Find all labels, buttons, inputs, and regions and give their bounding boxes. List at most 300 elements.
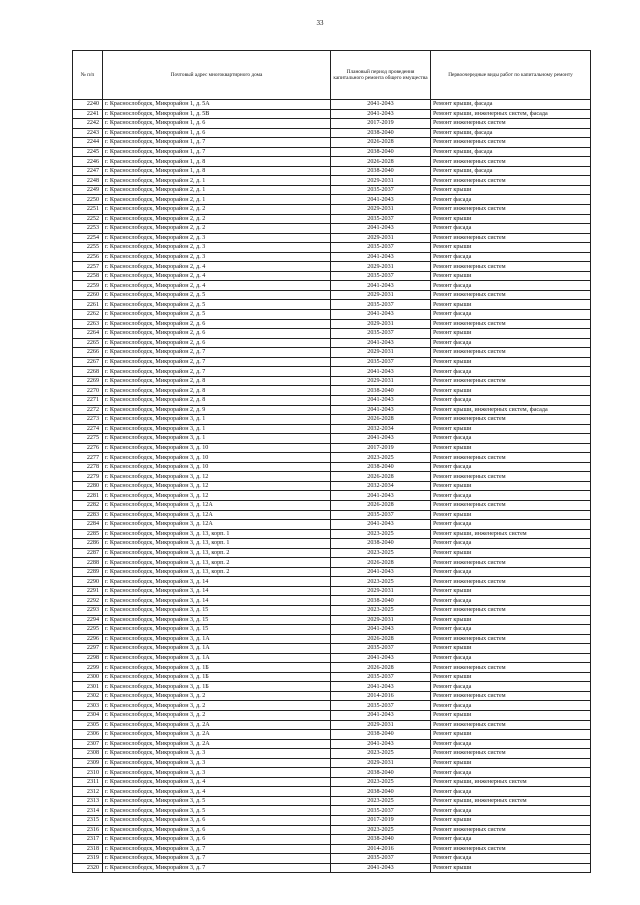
table-row [73,386,591,396]
table-row [73,415,591,425]
row-number: 2252 [73,214,103,224]
row-address: г. Краснослободск, Микрорайон 3, д. 12А [103,510,331,520]
row-works: Ремонт крыши, фасада [431,147,591,157]
row-number: 2256 [73,252,103,262]
row-address: г. Краснослободск, Микрорайон 3, д. 12 [103,491,331,501]
row-period: 2038-2040 [331,730,431,740]
row-number: 2288 [73,558,103,568]
table-row [73,539,591,549]
row-works: Ремонт крыши [431,711,591,721]
row-period: 2029-2031 [331,176,431,186]
row-number: 2296 [73,634,103,644]
row-address: г. Краснослободск, Микрорайон 3, д. 1А [103,634,331,644]
row-address: г. Краснослободск, Микрорайон 3, д. 2 [103,691,331,701]
row-period: 2026-2028 [331,472,431,482]
row-period: 2029-2031 [331,720,431,730]
row-works: Ремонт крыши, фасада [431,166,591,176]
row-number: 2313 [73,796,103,806]
row-period: 2041-2043 [331,281,431,291]
row-address: г. Краснослободск, Микрорайон 2, д. 8 [103,376,331,386]
row-period: 2023-2025 [331,548,431,558]
table-row [73,214,591,224]
row-number: 2302 [73,691,103,701]
row-address: г. Краснослободск, Микрорайон 2, д. 5 [103,290,331,300]
row-works: Ремонт инженерных систем [431,720,591,730]
row-number: 2309 [73,758,103,768]
row-number: 2311 [73,777,103,787]
row-address: г. Краснослободск, Микрорайон 2, д. 8 [103,395,331,405]
row-number: 2263 [73,319,103,329]
row-period: 2041-2043 [331,567,431,577]
row-number: 2299 [73,663,103,673]
row-address: г. Краснослободск, Микрорайон 1, д. 6 [103,119,331,129]
row-address: г. Краснослободск, Микрорайон 3, д. 4 [103,777,331,787]
row-period: 2041-2043 [331,491,431,501]
row-period: 2032-2034 [331,424,431,434]
row-works: Ремонт инженерных систем [431,138,591,148]
table-row [73,205,591,215]
row-number: 2274 [73,424,103,434]
row-period: 2041-2043 [331,405,431,415]
row-number: 2307 [73,739,103,749]
table-row [73,634,591,644]
row-period: 2029-2031 [331,758,431,768]
row-address: г. Краснослободск, Микрорайон 3, д. 12А [103,520,331,530]
row-address: г. Краснослободск, Микрорайон 3, д. 10 [103,462,331,472]
header-num: № п/п [73,51,103,100]
row-works: Ремонт инженерных систем [431,605,591,615]
row-number: 2245 [73,147,103,157]
row-number: 2242 [73,119,103,129]
row-works: Ремонт крыши [431,816,591,826]
row-works: Ремонт инженерных систем [431,376,591,386]
row-works: Ремонт фасада [431,252,591,262]
row-period: 2026-2028 [331,558,431,568]
row-address: г. Краснослободск, Микрорайон 3, д. 14 [103,577,331,587]
row-address: г. Краснослободск, Микрорайон 3, д. 13, корп. 2 [103,567,331,577]
row-period: 2023-2025 [331,825,431,835]
row-period: 2023-2025 [331,453,431,463]
table-row [73,520,591,530]
row-address: г. Краснослободск, Микрорайон 2, д. 7 [103,367,331,377]
row-period: 2041-2043 [331,682,431,692]
row-number: 2268 [73,367,103,377]
table-row [73,472,591,482]
row-number: 2291 [73,586,103,596]
table-row [73,806,591,816]
row-works: Ремонт инженерных систем [431,119,591,129]
row-works: Ремонт фасада [431,434,591,444]
row-works: Ремонт крыши [431,730,591,740]
row-period: 2035-2037 [331,854,431,864]
row-address: г. Краснослободск, Микрорайон 2, д. 9 [103,405,331,415]
table-row [73,701,591,711]
row-works: Ремонт фасада [431,224,591,234]
row-period: 2038-2040 [331,596,431,606]
row-works: Ремонт крыши [431,615,591,625]
table-row [73,749,591,759]
row-works: Ремонт инженерных систем [431,691,591,701]
table-row [73,768,591,778]
row-address: г. Краснослободск, Микрорайон 3, д. 6 [103,835,331,845]
table-row [73,166,591,176]
row-works: Ремонт крыши [431,481,591,491]
row-number: 2300 [73,672,103,682]
table-row [73,653,591,663]
row-address: г. Краснослободск, Микрорайон 3, д. 1 [103,415,331,425]
row-works: Ремонт инженерных систем [431,233,591,243]
row-number: 2303 [73,701,103,711]
row-address: г. Краснослободск, Микрорайон 1, д. 5В [103,109,331,119]
row-address: г. Краснослободск, Микрорайон 2, д. 6 [103,329,331,339]
row-address: г. Краснослободск, Микрорайон 3, д. 2 [103,701,331,711]
row-number: 2279 [73,472,103,482]
row-number: 2277 [73,453,103,463]
row-address: г. Краснослободск, Микрорайон 3, д. 1 [103,434,331,444]
row-period: 2026-2028 [331,415,431,425]
table-row [73,176,591,186]
row-period: 2041-2043 [331,739,431,749]
row-works: Ремонт инженерных систем [431,415,591,425]
row-works: Ремонт фасада [431,281,591,291]
row-period: 2023-2025 [331,749,431,759]
row-address: г. Краснослободск, Микрорайон 3, д. 1 [103,424,331,434]
row-number: 2289 [73,567,103,577]
row-address: г. Краснослободск, Микрорайон 3, д. 12А [103,500,331,510]
row-works: Ремонт крыши [431,863,591,873]
row-works: Ремонт крыши, инженерных систем [431,796,591,806]
table-row [73,739,591,749]
row-number: 2260 [73,290,103,300]
row-address: г. Краснослободск, Микрорайон 3, д. 3 [103,768,331,778]
row-address: г. Краснослободск, Микрорайон 3, д. 5 [103,796,331,806]
header-period: Плановый период проведения капитального ремонта общего имущества [331,51,431,100]
table-row [73,682,591,692]
row-works: Ремонт крыши, инженерных систем [431,529,591,539]
row-number: 2298 [73,653,103,663]
row-period: 2026-2028 [331,663,431,673]
row-period: 2041-2043 [331,195,431,205]
row-works: Ремонт фасада [431,520,591,530]
table-row [73,758,591,768]
row-period: 2041-2043 [331,625,431,635]
table-row [73,529,591,539]
row-number: 2320 [73,863,103,873]
row-period: 2026-2028 [331,500,431,510]
row-works: Ремонт фасада [431,787,591,797]
row-address: г. Краснослободск, Микрорайон 3, д. 2А [103,720,331,730]
row-address: г. Краснослободск, Микрорайон 2, д. 3 [103,233,331,243]
row-works: Ремонт фасада [431,539,591,549]
row-number: 2282 [73,500,103,510]
row-number: 2253 [73,224,103,234]
row-period: 2026-2028 [331,634,431,644]
table-row [73,434,591,444]
row-period: 2035-2037 [331,271,431,281]
row-number: 2316 [73,825,103,835]
table-row [73,243,591,253]
row-number: 2317 [73,835,103,845]
row-works: Ремонт инженерных систем [431,844,591,854]
row-number: 2248 [73,176,103,186]
table-row [73,863,591,873]
table-row [73,462,591,472]
row-works: Ремонт фасада [431,195,591,205]
table-row [73,596,591,606]
table-row [73,691,591,701]
row-number: 2314 [73,806,103,816]
row-address: г. Краснослободск, Микрорайон 3, д. 6 [103,825,331,835]
row-number: 2244 [73,138,103,148]
row-address: г. Краснослободск, Микрорайон 3, д. 15 [103,625,331,635]
row-period: 2038-2040 [331,128,431,138]
row-period: 2035-2037 [331,644,431,654]
row-address: г. Краснослободск, Микрорайон 3, д. 3 [103,749,331,759]
table-row [73,844,591,854]
row-address: г. Краснослободск, Микрорайон 3, д. 7 [103,863,331,873]
row-works: Ремонт крыши, инженерных систем, фасада [431,405,591,415]
table-row [73,395,591,405]
row-number: 2261 [73,300,103,310]
capital-repair-table [72,50,591,873]
row-address: г. Краснослободск, Микрорайон 1, д. 7 [103,147,331,157]
row-works: Ремонт инженерных систем [431,500,591,510]
row-period: 2038-2040 [331,386,431,396]
row-address: г. Краснослободск, Микрорайон 2, д. 2 [103,205,331,215]
row-address: г. Краснослободск, Микрорайон 2, д. 4 [103,281,331,291]
row-period: 2038-2040 [331,787,431,797]
row-number: 2295 [73,625,103,635]
row-address: г. Краснослободск, Микрорайон 1, д. 8 [103,157,331,167]
row-works: Ремонт инженерных систем [431,262,591,272]
row-number: 2319 [73,854,103,864]
row-number: 2280 [73,481,103,491]
row-address: г. Краснослободск, Микрорайон 3, д. 5 [103,806,331,816]
row-address: г. Краснослободск, Микрорайон 3, д. 12 [103,481,331,491]
row-number: 2250 [73,195,103,205]
row-address: г. Краснослободск, Микрорайон 2, д. 1 [103,195,331,205]
row-address: г. Краснослободск, Микрорайон 2, д. 7 [103,348,331,358]
row-works: Ремонт крыши, инженерных систем, фасада [431,109,591,119]
row-works: Ремонт инженерных систем [431,749,591,759]
row-works: Ремонт крыши [431,672,591,682]
row-works: Ремонт крыши [431,329,591,339]
row-period: 2029-2031 [331,319,431,329]
row-works: Ремонт фасада [431,653,591,663]
row-works: Ремонт фасада [431,739,591,749]
table-row [73,835,591,845]
row-period: 2035-2037 [331,185,431,195]
row-number: 2315 [73,816,103,826]
row-period: 2038-2040 [331,462,431,472]
row-address: г. Краснослободск, Микрорайон 2, д. 3 [103,243,331,253]
row-works: Ремонт крыши [431,510,591,520]
table-row [73,329,591,339]
row-period: 2041-2043 [331,395,431,405]
row-address: г. Краснослободск, Микрорайон 3, д. 13, корп. 1 [103,539,331,549]
row-period: 2029-2031 [331,348,431,358]
row-works: Ремонт инженерных систем [431,634,591,644]
row-address: г. Краснослободск, Микрорайон 3, д. 15 [103,615,331,625]
row-number: 2297 [73,644,103,654]
table-row [73,157,591,167]
row-works: Ремонт инженерных систем [431,176,591,186]
table-row [73,567,591,577]
row-number: 2269 [73,376,103,386]
row-works: Ремонт крыши [431,586,591,596]
row-number: 2318 [73,844,103,854]
row-period: 2017-2019 [331,816,431,826]
row-works: Ремонт инженерных систем [431,825,591,835]
row-works: Ремонт крыши [431,548,591,558]
row-period: 2035-2037 [331,701,431,711]
page-number: 33 [316,19,324,27]
row-period: 2023-2025 [331,777,431,787]
table-row [73,271,591,281]
row-number: 2304 [73,711,103,721]
row-number: 2283 [73,510,103,520]
row-period: 2017-2019 [331,443,431,453]
row-address: г. Краснослободск, Микрорайон 3, д. 13, корп. 2 [103,558,331,568]
row-address: г. Краснослободск, Микрорайон 3, д. 10 [103,453,331,463]
row-period: 2014-2016 [331,844,431,854]
row-address: г. Краснослободск, Микрорайон 3, д. 1А [103,653,331,663]
row-number: 2278 [73,462,103,472]
row-works: Ремонт фасада [431,395,591,405]
row-period: 2032-2034 [331,481,431,491]
table-row [73,491,591,501]
row-period: 2038-2040 [331,539,431,549]
row-period: 2041-2043 [331,109,431,119]
row-works: Ремонт крыши [431,758,591,768]
row-address: г. Краснослободск, Микрорайон 2, д. 7 [103,357,331,367]
row-address: г. Краснослободск, Микрорайон 3, д. 1А [103,644,331,654]
row-address: г. Краснослободск, Микрорайон 3, д. 12 [103,472,331,482]
row-address: г. Краснослободск, Микрорайон 3, д. 13, корп. 1 [103,529,331,539]
table-row [73,290,591,300]
row-period: 2035-2037 [331,214,431,224]
row-address: г. Краснослободск, Микрорайон 1, д. 8 [103,166,331,176]
row-works: Ремонт крыши [431,300,591,310]
row-number: 2271 [73,395,103,405]
table-row [73,138,591,148]
table-row [73,443,591,453]
row-number: 2273 [73,415,103,425]
row-number: 2257 [73,262,103,272]
row-works: Ремонт фасада [431,625,591,635]
row-works: Ремонт крыши [431,243,591,253]
row-number: 2241 [73,109,103,119]
row-number: 2293 [73,605,103,615]
table-row [73,605,591,615]
table-row [73,319,591,329]
table-row [73,147,591,157]
row-period: 2041-2043 [331,224,431,234]
table-row [73,510,591,520]
table-row [73,825,591,835]
row-period: 2035-2037 [331,806,431,816]
table-row [73,195,591,205]
table-row [73,262,591,272]
row-period: 2029-2031 [331,205,431,215]
row-period: 2023-2025 [331,577,431,587]
row-address: г. Краснослободск, Микрорайон 3, д. 13, корп. 2 [103,548,331,558]
row-address: г. Краснослободск, Микрорайон 3, д. 10 [103,443,331,453]
row-number: 2266 [73,348,103,358]
row-works: Ремонт фасада [431,338,591,348]
header-works: Первоочередные виды работ по капитальному ремонту [431,51,591,100]
row-number: 2275 [73,434,103,444]
row-works: Ремонт фасада [431,462,591,472]
table-row [73,281,591,291]
row-number: 2249 [73,185,103,195]
row-number: 2287 [73,548,103,558]
table-header-row [73,51,591,100]
table-row [73,109,591,119]
row-number: 2276 [73,443,103,453]
row-address: г. Краснослободск, Микрорайон 3, д. 6 [103,816,331,826]
row-works: Ремонт инженерных систем [431,453,591,463]
row-period: 2035-2037 [331,357,431,367]
row-number: 2301 [73,682,103,692]
row-period: 2041-2043 [331,653,431,663]
table-row [73,252,591,262]
row-period: 2035-2037 [331,243,431,253]
row-period: 2038-2040 [331,147,431,157]
table-row [73,376,591,386]
row-works: Ремонт инженерных систем [431,157,591,167]
row-period: 2023-2025 [331,529,431,539]
row-number: 2305 [73,720,103,730]
row-address: г. Краснослободск, Микрорайон 2, д. 4 [103,271,331,281]
table-row [73,816,591,826]
row-number: 2270 [73,386,103,396]
row-address: г. Краснослободск, Микрорайон 3, д. 2А [103,730,331,740]
row-number: 2251 [73,205,103,215]
row-address: г. Краснослободск, Микрорайон 3, д. 15 [103,605,331,615]
row-address: г. Краснослободск, Микрорайон 1, д. 6 [103,128,331,138]
table-row [73,481,591,491]
row-period: 2029-2031 [331,290,431,300]
header-address: Почтовый адрес многоквартирного дома [103,51,331,100]
row-period: 2023-2025 [331,796,431,806]
row-period: 2041-2043 [331,252,431,262]
row-period: 2035-2037 [331,510,431,520]
row-number: 2258 [73,271,103,281]
row-period: 2029-2031 [331,233,431,243]
row-address: г. Краснослободск, Микрорайон 2, д. 1 [103,185,331,195]
row-address: г. Краснослободск, Микрорайон 3, д. 7 [103,854,331,864]
row-address: г. Краснослободск, Микрорайон 3, д. 1Б [103,672,331,682]
table-row [73,453,591,463]
row-number: 2272 [73,405,103,415]
table-row [73,405,591,415]
row-address: г. Краснослободск, Микрорайон 3, д. 1Б [103,682,331,692]
row-works: Ремонт крыши [431,271,591,281]
row-period: 2041-2043 [331,338,431,348]
row-number: 2294 [73,615,103,625]
row-works: Ремонт крыши [431,185,591,195]
row-number: 2265 [73,338,103,348]
row-number: 2312 [73,787,103,797]
row-works: Ремонт инженерных систем [431,663,591,673]
row-works: Ремонт фасада [431,806,591,816]
table-row [73,777,591,787]
row-address: г. Краснослободск, Микрорайон 1, д. 7 [103,138,331,148]
row-period: 2017-2019 [331,119,431,129]
row-number: 2243 [73,128,103,138]
table-row [73,300,591,310]
